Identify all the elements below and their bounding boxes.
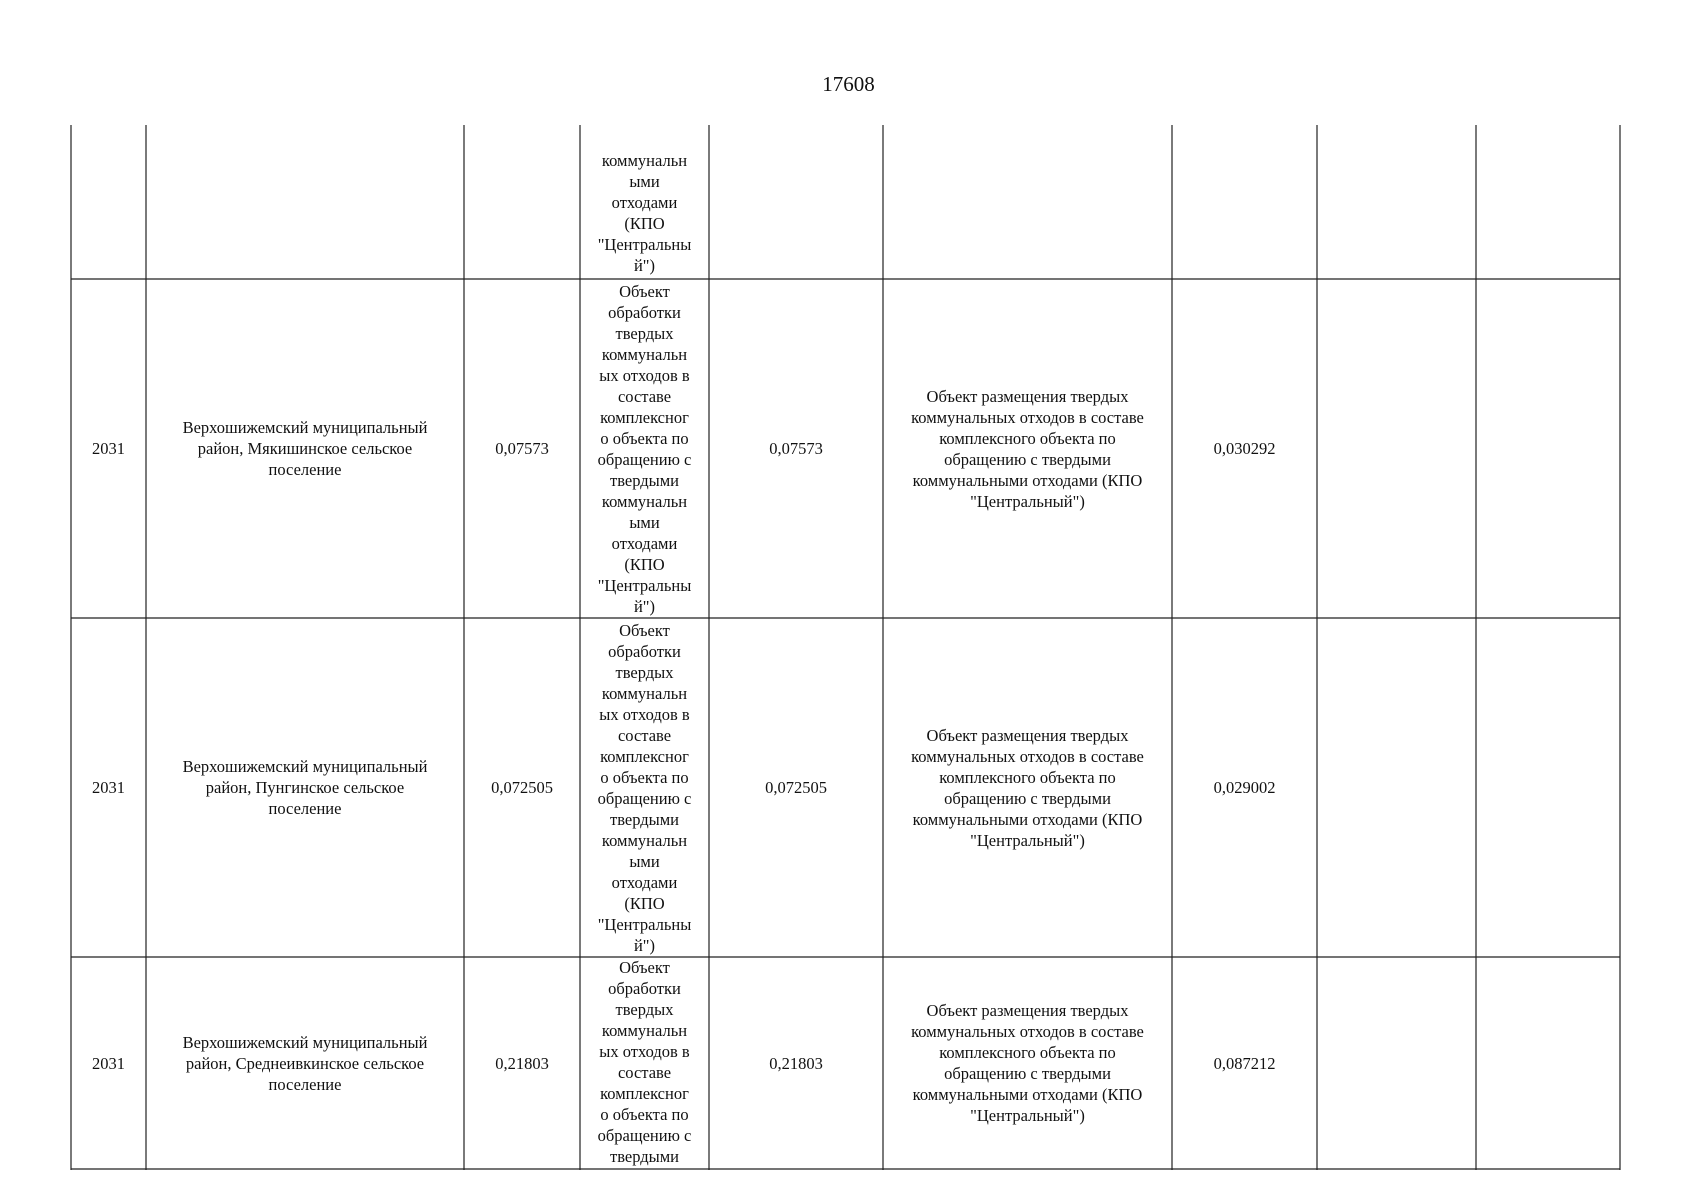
cell-line: обращению с твердыми — [944, 449, 1111, 469]
cell-line: о объекта по — [600, 428, 689, 448]
cell-line: ых отходов в — [599, 1042, 690, 1061]
cell-line: Верхошижемский муниципальный — [182, 418, 428, 437]
cell-line: обработки — [608, 302, 681, 322]
cell-mass-1 — [465, 619, 579, 956]
cell-line: "Центральны — [597, 235, 692, 254]
cell-territory — [147, 958, 463, 1168]
cell-line: й") — [633, 256, 656, 275]
cell-line: "Центральны — [597, 914, 692, 934]
cell-col-9 — [1477, 958, 1619, 1168]
cell-line: комплексног — [600, 746, 689, 766]
cell-line: обращению с — [597, 1126, 692, 1145]
cell-line: коммунальн — [601, 683, 688, 703]
cell-line: Верхошижемский муниципальный — [182, 1032, 428, 1052]
cell-line: обработки — [608, 979, 681, 998]
page-number: 17608 — [822, 72, 875, 96]
cell-line: "Центральный") — [970, 491, 1085, 511]
cell-line: комплексного объекта по — [939, 1043, 1116, 1062]
cell-processing-object — [581, 280, 708, 617]
cell-line: Объект размещения твердых — [926, 386, 1129, 406]
cell-col-9 — [1477, 280, 1619, 617]
cell-mass-3 — [1173, 958, 1316, 1168]
cell-line: Объект размещения твердых — [926, 725, 1129, 745]
cell-placement-object — [884, 619, 1171, 956]
cell-line: о объекта по — [600, 1105, 689, 1124]
cell-mass-3 — [1173, 280, 1316, 617]
cell-line: коммунальными отходами (КПО — [912, 470, 1143, 490]
cell-mass-2 — [710, 958, 882, 1168]
cell-line: район, Пунгинское сельское — [205, 778, 405, 797]
cell-mass-1 — [465, 126, 579, 278]
cell-line: коммунальн — [601, 344, 688, 364]
cell-placement-object — [884, 958, 1171, 1168]
cell-territory — [147, 619, 463, 956]
cell-line: твердыми — [609, 1147, 679, 1166]
cell-line: обращению с твердыми — [944, 1064, 1111, 1083]
cell-text: 0,07573 — [495, 439, 549, 458]
cell-line: обращению с — [597, 788, 692, 808]
cell-col-8 — [1318, 619, 1475, 956]
cell-line: твердыми — [609, 470, 679, 490]
cell-year — [72, 280, 145, 617]
cell-territory — [147, 126, 463, 278]
cell-line: Объект — [619, 958, 670, 977]
cell-text: 0,029002 — [1213, 778, 1276, 797]
cell-placement-object — [884, 126, 1171, 278]
cell-col-8 — [1318, 126, 1475, 278]
cell-year — [72, 126, 145, 278]
cell-line: "Центральны — [597, 575, 692, 595]
cell-line: обращению с — [597, 449, 692, 469]
cell-line: твердых — [615, 1000, 674, 1019]
cell-processing-object — [581, 619, 708, 956]
cell-line: поселение — [268, 799, 342, 818]
cell-line: комплексного объекта по — [939, 767, 1116, 787]
cell-text: 2031 — [92, 439, 125, 458]
cell-line: коммунальными отходами (КПО — [912, 1085, 1143, 1104]
cell-line: составе — [617, 386, 672, 406]
cell-processing-object — [581, 126, 708, 276]
cell-mass-1 — [465, 958, 579, 1168]
cell-line: коммунальными отходами (КПО — [912, 809, 1143, 829]
cell-line: коммунальн — [601, 1021, 688, 1040]
cell-text: 0,07573 — [769, 439, 823, 458]
cell-line: отходами — [611, 533, 678, 553]
cell-line: Объект размещения твердых — [926, 1001, 1129, 1020]
cell-line: комплексног — [600, 1084, 689, 1103]
cell-line: о объекта по — [600, 767, 689, 787]
cell-line: (КПО — [624, 214, 665, 233]
cell-line: обработки — [608, 641, 681, 661]
cell-line: (КПО — [624, 554, 665, 574]
cell-text: 0,072505 — [491, 778, 553, 797]
cell-line: "Центральный") — [970, 1106, 1085, 1125]
cell-line: Верхошижемский муниципальный — [182, 757, 428, 776]
cell-mass-3 — [1173, 126, 1316, 278]
cell-text: 0,087212 — [1213, 1053, 1276, 1073]
cell-text: 2031 — [92, 778, 125, 797]
cell-line: район, Среднеивкинское сельское — [185, 1053, 425, 1073]
cell-line: й") — [633, 596, 656, 616]
cell-line: комплексного объекта по — [939, 428, 1116, 448]
cell-line: ых отходов в — [599, 365, 690, 385]
cell-col-9 — [1477, 126, 1619, 278]
cell-line: поселение — [268, 1074, 342, 1094]
cell-line: поселение — [268, 460, 342, 479]
cell-line: коммунальных отходов в составе — [911, 407, 1144, 427]
cell-line: коммунальных отходов в составе — [911, 746, 1144, 766]
cell-text: 0,030292 — [1213, 439, 1276, 458]
cell-mass-1 — [465, 280, 579, 617]
cell-year — [72, 958, 145, 1168]
cell-territory — [147, 280, 463, 617]
cell-text: 0,21803 — [495, 1053, 549, 1073]
cell-line: твердыми — [609, 809, 679, 829]
cell-line: ых отходов в — [599, 704, 690, 724]
cell-line: твердых — [615, 323, 674, 343]
cell-col-8 — [1318, 958, 1475, 1168]
cell-line: "Центральный") — [970, 830, 1085, 850]
cell-text: 2031 — [92, 1053, 125, 1073]
cell-mass-2 — [710, 619, 882, 956]
cell-col-8 — [1318, 280, 1475, 617]
cell-placement-object — [884, 280, 1171, 617]
cell-line: твердых — [615, 662, 674, 682]
cell-line: коммунальн — [601, 491, 688, 511]
cell-line: составе — [617, 725, 672, 745]
cell-line: (КПО — [624, 893, 665, 913]
cell-line: ыми — [629, 512, 660, 532]
cell-year — [72, 619, 145, 956]
cell-col-9 — [1477, 619, 1619, 956]
cell-line: район, Мякишинское сельское — [197, 439, 413, 458]
cell-line: отходами — [611, 193, 678, 212]
cell-line: коммунальн — [601, 830, 688, 850]
cell-processing-object — [581, 958, 708, 1167]
cell-mass-2 — [710, 126, 882, 278]
cell-line: ыми — [629, 172, 660, 191]
cell-line: обращению с твердыми — [944, 788, 1111, 808]
cell-text: 0,21803 — [769, 1053, 823, 1073]
cell-line: комплексног — [600, 407, 689, 427]
cell-line: отходами — [611, 872, 678, 892]
cell-mass-3 — [1173, 619, 1316, 956]
cell-text: 0,072505 — [765, 778, 827, 797]
cell-line: ыми — [629, 851, 660, 871]
cell-mass-2 — [710, 280, 882, 617]
cell-line: составе — [617, 1063, 672, 1082]
cell-line: Объект — [619, 281, 670, 301]
cell-line: коммунальн — [601, 151, 688, 170]
cell-line: коммунальных отходов в составе — [911, 1022, 1144, 1041]
cell-line: Объект — [619, 620, 670, 640]
cell-line: й") — [633, 935, 656, 955]
